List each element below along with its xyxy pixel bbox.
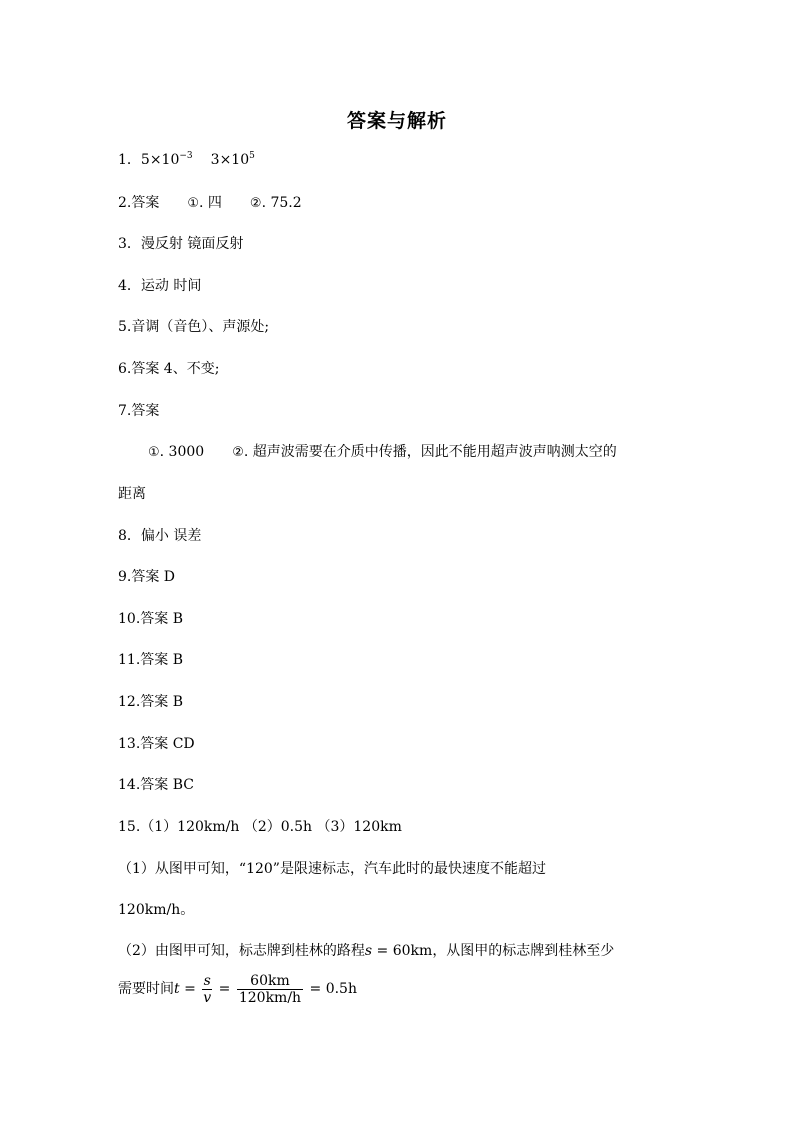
answer-5: 5.音调（音色）、声源处;	[118, 319, 270, 335]
circled-one-marker: ①	[148, 445, 160, 460]
value-fraction	[237, 973, 303, 1006]
answer-7: 7.答案	[118, 403, 160, 419]
time-result: = 0.5h	[305, 981, 357, 997]
answer-15-explanation-1-cont: 120km/h。	[118, 902, 195, 918]
answer-15: 15.（1）120km/h （2）0.5h （3）120km	[118, 819, 402, 835]
answer-7-part1: . 3000	[159, 444, 205, 460]
answer-11: 11.答案 B	[118, 652, 184, 668]
answer-3: 3．漫反射 镜面反射	[118, 236, 244, 252]
answer-10: 10.答案 B	[118, 611, 184, 627]
answer-9: 9.答案 D	[118, 569, 176, 585]
answer-13: 13.答案 CD	[118, 736, 195, 752]
answer-1-prefix: 1．	[118, 152, 141, 168]
answer-2	[118, 194, 302, 213]
answer-14: 14.答案 BC	[118, 777, 194, 793]
answer-1-a-exp: −3	[179, 151, 193, 161]
answer-15-explanation-2	[118, 942, 614, 960]
time-variable: t	[174, 981, 180, 997]
explanation-2-text-end: ，从图甲的标志牌到桂林至少	[432, 943, 615, 959]
answer-15-explanation-1: （1）从图甲可知，“120”是限速标志，汽车此时的最快速度不能超过	[118, 861, 546, 877]
circled-two-marker: ②	[232, 445, 244, 460]
answer-4: 4．运动 时间	[118, 278, 202, 294]
answer-7-body	[148, 443, 617, 462]
answer-6: 6.答案 4、不变;	[118, 361, 220, 377]
formula-fraction	[202, 973, 212, 1006]
value-numerator: 60km	[237, 973, 303, 990]
answer-2-part2: . 75.2	[261, 195, 302, 211]
answer-7-part2: . 超声波需要在介质中传播，因此不能用超声波声呐测太空的	[243, 444, 617, 460]
explanation-2-text: （2）由图甲可知，标志牌到桂林的路程	[118, 943, 365, 959]
circled-two-marker: ②	[249, 196, 262, 211]
answer-1-b-exp: 5	[249, 151, 255, 161]
answer-8: 8．偏小 误差	[118, 528, 202, 544]
page-title: 答案与解析	[346, 110, 447, 132]
formula-denominator: v	[203, 989, 212, 1006]
equals-sign: =	[179, 981, 201, 997]
circled-one-marker: ①	[187, 196, 200, 211]
answer-1-b: 3×10	[210, 152, 250, 168]
answer-15-explanation-3	[118, 972, 357, 1006]
answer-7-continuation: 距离	[118, 486, 146, 502]
answer-1-a: 5×10	[140, 152, 180, 168]
answer-12: 12.答案 B	[118, 694, 184, 710]
formula-numerator: s	[203, 972, 211, 989]
equals-sign: =	[214, 981, 235, 997]
distance-variable: s	[364, 943, 373, 959]
answer-1	[118, 151, 255, 169]
value-denominator: 120km/h	[238, 989, 302, 1006]
answer-2-part1: . 四	[199, 195, 222, 211]
distance-value: = 60km	[372, 943, 433, 959]
explanation-3-text: 需要时间	[118, 981, 174, 997]
answer-2-prefix: 2.答案	[118, 195, 160, 211]
